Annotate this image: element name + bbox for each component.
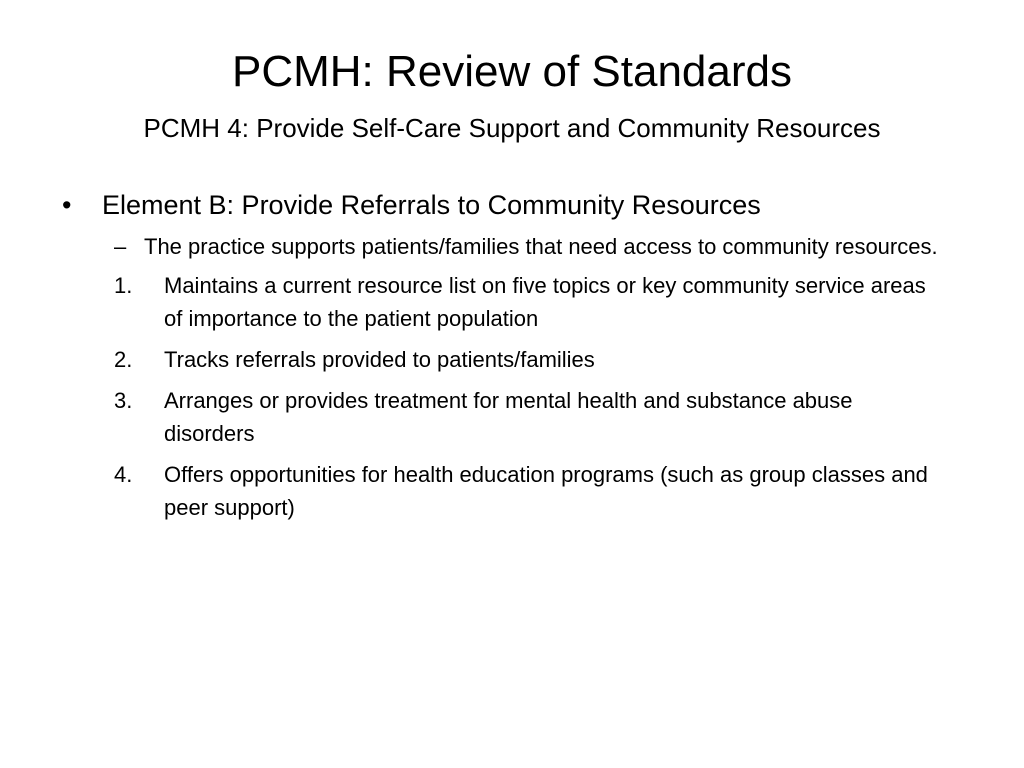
item-text: Maintains a current resource list on five topics or key community service areas of importance to the patient population bbox=[164, 273, 926, 331]
sub-bullet-text: The practice supports patients/families that need access to community resources. bbox=[144, 234, 938, 259]
sub-bullet-item bbox=[114, 230, 960, 263]
numbered-item bbox=[114, 343, 960, 376]
item-text: Tracks referrals provided to patients/families bbox=[164, 347, 595, 372]
slide-body bbox=[60, 186, 960, 532]
bullet-marker: • bbox=[62, 190, 72, 220]
item-number: 4. bbox=[114, 462, 133, 487]
item-number: 2. bbox=[114, 347, 133, 372]
numbered-list bbox=[114, 269, 960, 524]
numbered-item bbox=[114, 269, 960, 335]
bullet-text: Element B: Provide Referrals to Community Resources bbox=[102, 190, 761, 220]
sub-bullet-marker: – bbox=[114, 234, 127, 259]
bullet-item bbox=[60, 186, 960, 224]
item-number: 1. bbox=[114, 273, 133, 298]
item-text: Offers opportunities for health education programs (such as group classes and peer support) bbox=[164, 462, 928, 520]
numbered-item bbox=[114, 458, 960, 524]
item-number: 3. bbox=[114, 388, 133, 413]
numbered-item bbox=[114, 384, 960, 450]
item-text: Arranges or provides treatment for mental health and substance abuse disorders bbox=[164, 388, 853, 446]
slide-subtitle: PCMH 4: Provide Self-Care Support and Community Resources bbox=[143, 113, 881, 143]
slide-title: PCMH: Review of Standards bbox=[232, 47, 792, 96]
